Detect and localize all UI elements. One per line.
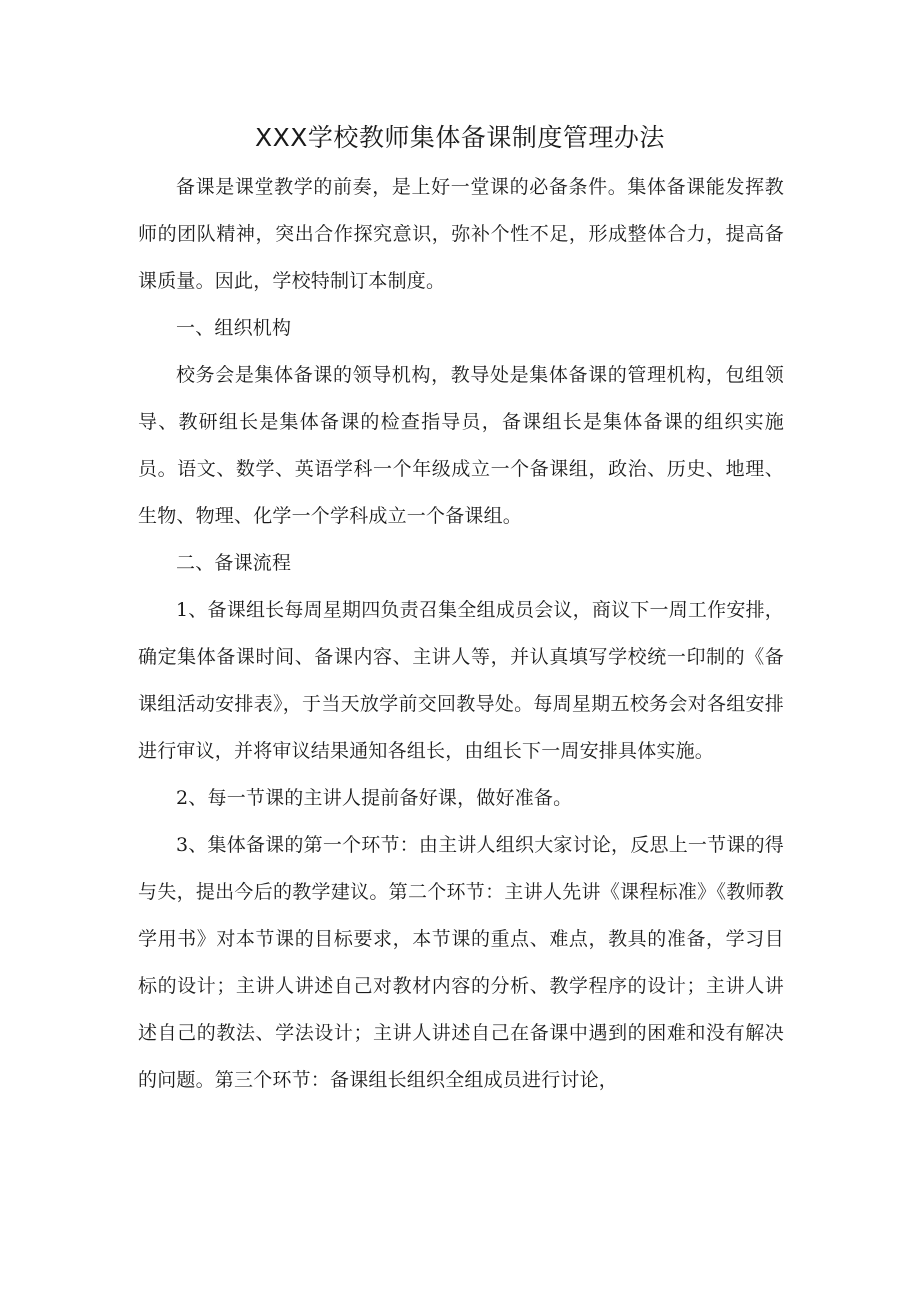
section-heading-process: 二、备课流程 bbox=[176, 552, 292, 574]
process-item-3: 3、集体备课的第一个环节：由主讲人组织大家讨论，反思上一节课的得与失，提出今后的教学建议。第二个环节：主讲人先讲《课程标准》《教师教学用书》对本节课的目标要求，本节课的重点、难点，教具的准备，学习目标的设计；主讲人讲述自己对教材内容的分析、教学程序的设计；主讲人讲述自己的教法、学法设计；主讲人讲述自己在备课中遇到的困难和没有解决的问题。第三个环节：备课组长组织全组成员进行讨论， bbox=[138, 834, 784, 1091]
document-title: XXX学校教师集体备课制度管理办法 bbox=[255, 123, 665, 152]
organization-paragraph: 校务会是集体备课的领导机构，教导处是集体备课的管理机构，包组领导、教研组长是集体备课的检查指导员，备课组长是集体备课的组织实施员。语文、数学、英语学科一个年级成立一个备课组，政治、历史、地理、生物、物理、化学一个学科成立一个备课组。 bbox=[138, 364, 784, 527]
intro-paragraph: 备课是课堂教学的前奏，是上好一堂课的必备条件。集体备课能发挥教师的团队精神，突出合作探究意识，弥补个性不足，形成整体合力，提高备课质量。因此，学校特制订本制度。 bbox=[138, 176, 784, 292]
process-item-1: 1、备课组长每周星期四负责召集全组成员会议，商议下一周工作安排，确定集体备课时间、备课内容、主讲人等，并认真填写学校统一印制的《备课组活动安排表》，于当天放学前交回教导处。每周星期五校务会对各组安排进行审议，并将审议结果通知各组长，由组长下一周安排具体实施。 bbox=[138, 599, 784, 762]
document-body bbox=[138, 164, 784, 1104]
process-item-2: 2、每一节课的主讲人提前备好课，做好准备。 bbox=[176, 787, 573, 809]
section-heading-organization: 一、组织机构 bbox=[176, 317, 292, 339]
